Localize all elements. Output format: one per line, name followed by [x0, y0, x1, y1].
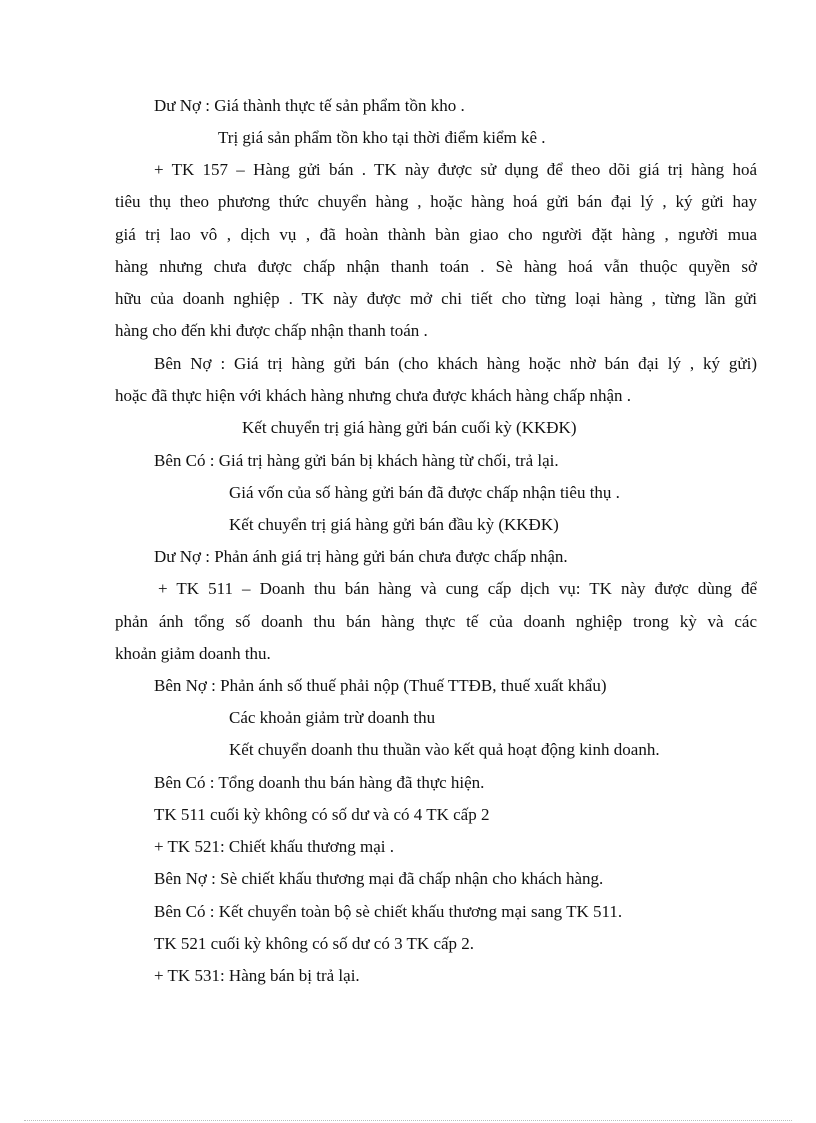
text-line: + TK 531: Hàng bán bị trả lại. — [154, 966, 360, 985]
text-line: Bên Nợ : Phản ánh số thuế phải nộp (Thuế TTĐB, thuế xuất khẩu) — [154, 676, 607, 695]
text-line: + TK 511 – Doanh thu bán hàng và cung cấp dịch vụ: TK này được dùng để — [158, 579, 757, 598]
text-line: Bên Nợ : Sè chiết khấu thương mại đã chấp nhận cho khách hàng. — [154, 869, 604, 888]
text-line: Kết chuyển doanh thu thuần vào kết quả hoạt động kinh doanh. — [229, 740, 660, 759]
text-line: Kết chuyển trị giá hàng gửi bán đầu kỳ (KKĐK) — [229, 515, 559, 534]
text-line: Các khoản giảm trừ doanh thu — [229, 708, 436, 727]
text-line: Bên Nợ : Giá trị hàng gửi bán (cho khách hàng hoặc nhờ bán đại lý , ký gửi) — [154, 354, 757, 373]
text-line: hàng cho đến khi được chấp nhận thanh toán . — [115, 321, 428, 340]
text-line: phản ánh tổng số doanh thu bán hàng thực tế của doanh nghiệp trong kỳ và các — [115, 612, 757, 631]
text-line: tiêu thụ theo phương thức chuyển hàng , hoặc hàng hoá gửi bán đại lý , ký gửi hay — [115, 192, 757, 211]
text-line: Kết chuyển trị giá hàng gửi bán cuối kỳ (KKĐK) — [242, 418, 577, 437]
footer-divider — [24, 1120, 792, 1121]
text-line: + TK 521: Chiết khấu thương mại . — [154, 837, 394, 856]
text-line: Dư Nợ : Phản ánh giá trị hàng gửi bán chưa được chấp nhận. — [154, 547, 568, 566]
text-line: Trị giá sản phẩm tồn kho tại thời điểm kiểm kê . — [218, 128, 546, 147]
text-line: khoản giảm doanh thu. — [115, 644, 271, 663]
text-line: TK 511 cuối kỳ không có số dư và có 4 TK cấp 2 — [154, 805, 490, 824]
text-line: Giá vốn của số hàng gửi bán đã được chấp nhận tiêu thụ . — [229, 483, 620, 502]
text-line: hữu của doanh nghiệp . TK này được mở chi tiết cho từng loại hàng , từng lần gửi — [115, 289, 757, 308]
text-line: Bên Có : Kết chuyển toàn bộ sè chiết khấu thương mại sang TK 511. — [154, 902, 623, 921]
text-line: Dư Nợ : Giá thành thực tế sản phẩm tồn kho . — [154, 96, 465, 115]
text-line: giá trị lao vô , dịch vụ , đã hoàn thành bàn giao cho người đặt hàng , người mua — [115, 225, 757, 244]
text-line: Bên Có : Tổng doanh thu bán hàng đã thực hiện. — [154, 773, 485, 792]
text-line: TK 521 cuối kỳ không có số dư có 3 TK cấp 2. — [154, 934, 475, 953]
text-line: + TK 157 – Hàng gửi bán . TK này được sử dụng để theo dõi giá trị hàng hoá — [154, 160, 757, 179]
text-line: hoặc đã thực hiện với khách hàng nhưng chưa được khách hàng chấp nhận . — [115, 386, 632, 405]
text-line: Bên Có : Giá trị hàng gửi bán bị khách hàng từ chối, trả lại. — [154, 451, 559, 470]
text-line: hàng nhưng chưa được chấp nhận thanh toán . Sè hàng hoá vẫn thuộc quyền sở — [115, 257, 757, 276]
